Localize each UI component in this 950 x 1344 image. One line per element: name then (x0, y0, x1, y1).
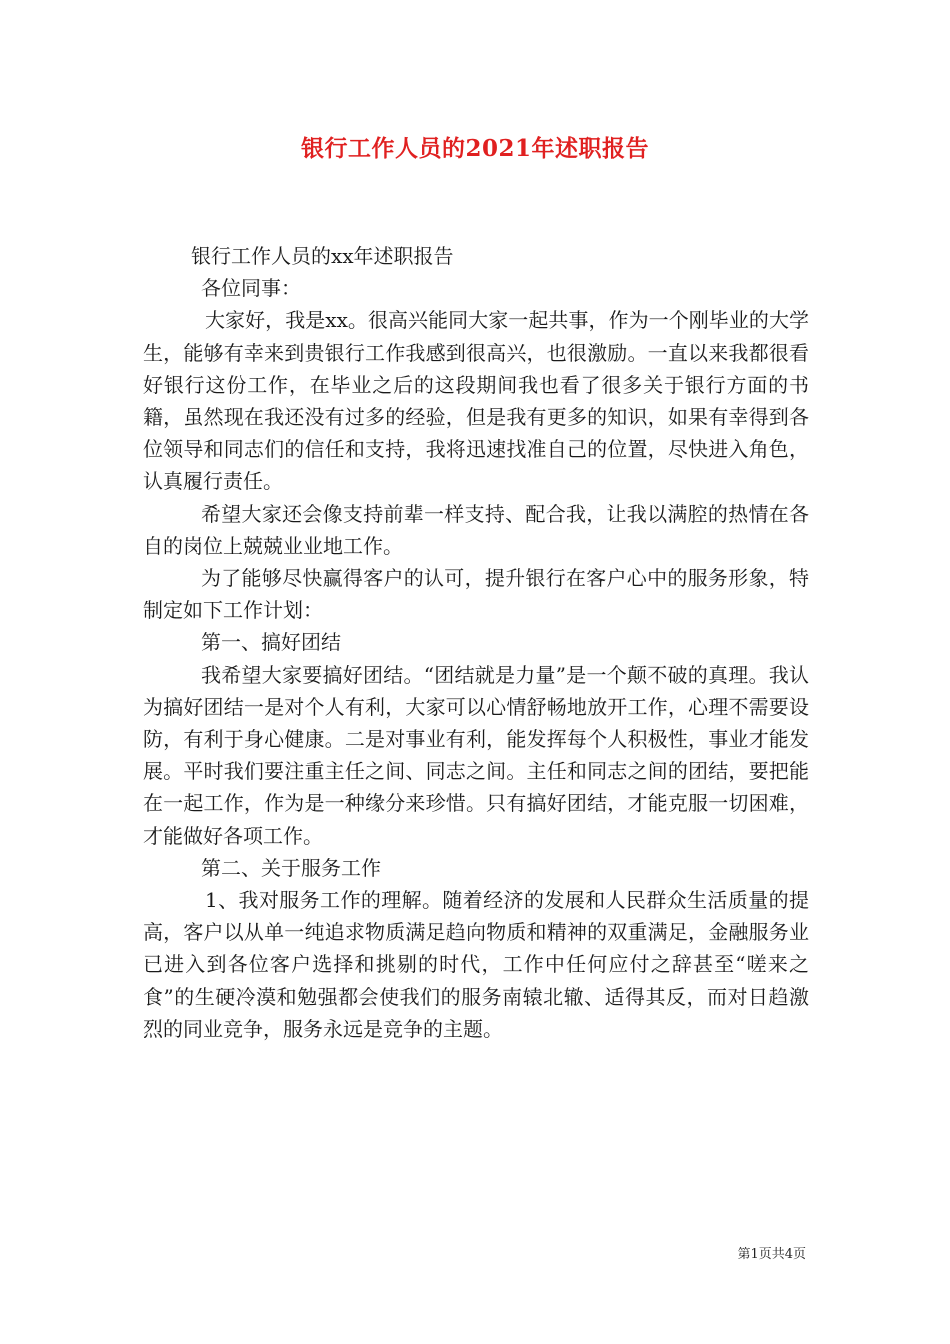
page-number: 第1页共4页 (737, 1247, 806, 1262)
document-title: 银行工作人员的2021年述职报告 (300, 135, 649, 162)
section-heading-service: 第二、关于服务工作 (201, 855, 381, 880)
paragraph-plan: 为了能够尽快赢得客户的认可，提升银行在客户心中的服务形象，特制定如下工作计划： (143, 566, 809, 623)
paragraph-unity: 我希望大家要搞好团结。“团结就是力量”是一个颠不破的真理。我认为搞好团结一是对个人有利，大家可以心情舒畅地放开工作，心理不需要设防，有利于身心健康。二是对事业有利，能发挥每个人积极性，事业才能发展。平时我们要注重主任之间、同志之间。主任和同志之间的团结，要把能在一起工作，作为是一种缘分来珍惜。只有搞好团结，才能克服一切困难，才能做好各项工作。 (143, 662, 809, 848)
salutation: 各位同事： (201, 276, 301, 301)
paragraph-hope: 希望大家还会像支持前辈一样支持、配合我，让我以满腔的热情在各自的岗位上兢兢业业地工作。 (143, 501, 809, 558)
document-body (143, 240, 809, 1045)
subtitle-line: 银行工作人员的xx年述职报告 (191, 244, 454, 268)
paragraph-intro: 大家好，我是xx。很高兴能同大家一起共事，作为一个刚毕业的大学生，能够有幸来到贵银行工作我感到很高兴，也很激励。一直以来我都很看好银行这份工作，在毕业之后的这段期间我也看了很多关于银行方面的书籍，虽然现在我还没有过多的经验，但是我有更多的知识，如果有幸得到各位领导和同志们的信任和支持，我将迅速找准自己的位置，尽快进入角色，认真履行责任。 (143, 308, 809, 494)
paragraph-service: 1、我对服务工作的理解。随着经济的发展和人民群众生活质量的提高，客户以从单一纯追求物质满足趋向物质和精神的双重满足，金融服务业已进入到各位客户选择和挑剔的时代，工作中任何应付之辞甚至“嗟来之食”的生硬冷漠和勉强都会使我们的服务南辕北辙、适得其反，而对日趋激烈的同业竞争，服务永远是竞争的主题。 (143, 888, 809, 1041)
section-heading-unity: 第一、搞好团结 (201, 630, 341, 655)
